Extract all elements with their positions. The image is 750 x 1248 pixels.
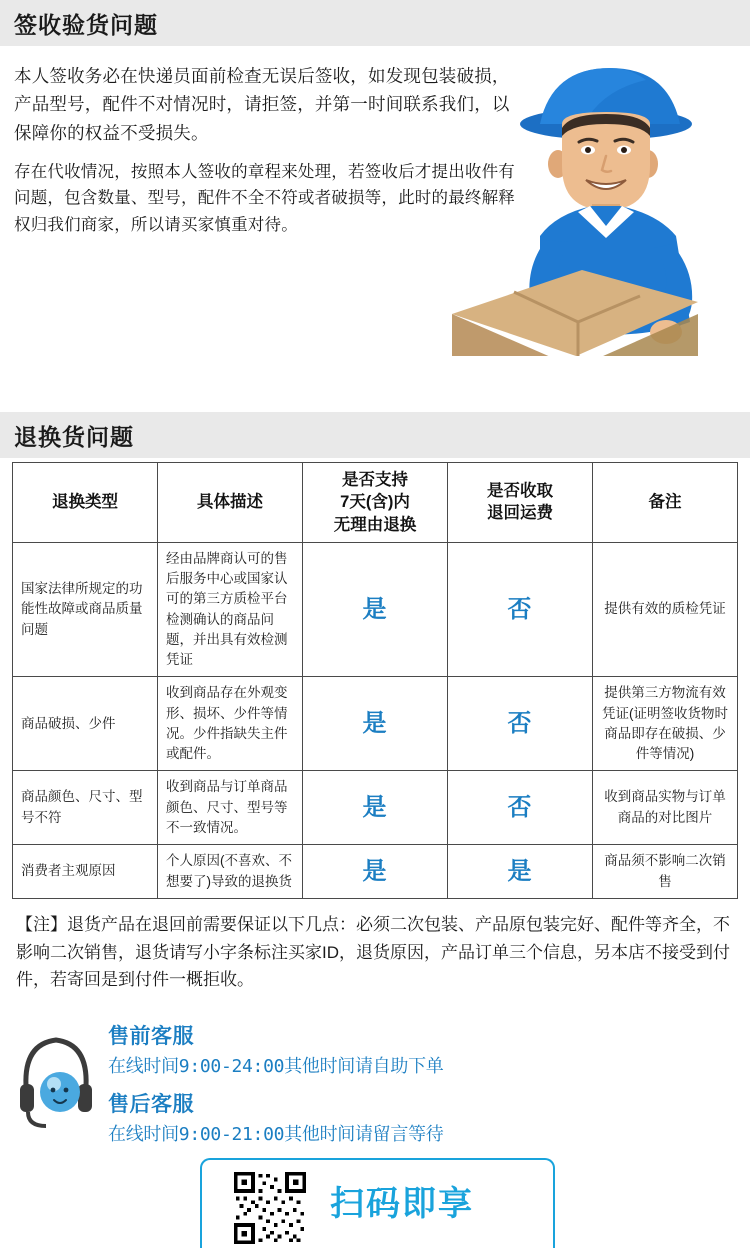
cell-no-reason-value: 是 (362, 709, 388, 737)
section-header-returns (0, 412, 750, 458)
cell-desc: 收到商品与订单商品颜色、尺寸、型号等不一致情况。 (158, 771, 303, 845)
cell-note: 收到商品实物与订单商品的对比图片 (593, 771, 738, 845)
headset-icon (16, 1028, 96, 1133)
cell-type: 国家法律所规定的功能性故障或商品质量问题 (13, 542, 158, 677)
cell-note: 商品须不影响二次销售 (593, 845, 738, 899)
qr-code-icon[interactable] (232, 1170, 308, 1246)
qr-block (0, 1158, 750, 1248)
cell-fee (448, 542, 593, 677)
returns-table-head (13, 463, 738, 543)
col-header-desc: 具体描述 (158, 463, 303, 543)
col-header-fee (448, 463, 593, 543)
aftersale-title: 售后客服 (108, 1092, 194, 1116)
customer-service-block (0, 1010, 750, 1150)
section-header-signing (0, 0, 750, 46)
cell-no-reason-value: 是 (362, 595, 388, 623)
qr-label: 扫码即享 (330, 1184, 474, 1223)
table-row (13, 677, 738, 771)
returns-table-body (13, 542, 738, 898)
cell-no-reason (303, 845, 448, 899)
col-header-fee-line2: 退回运费 (487, 504, 553, 523)
cell-fee (448, 677, 593, 771)
cell-note: 提供有效的质检凭证 (593, 542, 738, 677)
col-header-no-reason (303, 463, 448, 543)
signing-block (0, 46, 750, 356)
cell-no-reason (303, 771, 448, 845)
service-text (108, 1020, 443, 1156)
presale-hours: 在线时间9:00-24:00其他时间请自助下单 (108, 1055, 444, 1077)
cell-note: 提供第三方物流有效凭证(证明签收货物时商品即存在破损、少件等情况) (593, 677, 738, 771)
aftersale-hours: 在线时间9:00-21:00其他时间请留言等待 (108, 1123, 444, 1145)
cell-no-reason-value: 是 (362, 857, 388, 885)
cell-type: 商品颜色、尺寸、型号不符 (13, 771, 158, 845)
cell-fee (448, 845, 593, 899)
cell-fee-value: 否 (507, 793, 533, 821)
returns-table (12, 462, 738, 899)
col-header-no-reason-line2: 7天(含)内 (340, 493, 410, 512)
cell-type: 商品破损、少件 (13, 677, 158, 771)
cell-desc: 经由品牌商认可的售后服务中心或国家认可的第三方质检平台检测确认的商品问题，并出具有效检测凭证 (158, 542, 303, 677)
cell-fee-value: 否 (507, 595, 533, 623)
cell-no-reason (303, 677, 448, 771)
cell-no-reason (303, 542, 448, 677)
col-header-no-reason-line1: 是否支持 (342, 471, 408, 489)
col-header-note: 备注 (593, 463, 738, 543)
cell-fee-value: 否 (507, 709, 533, 737)
cell-fee-value: 是 (507, 857, 533, 885)
returns-note: 【注】退货产品在退回前需要保证以下几点：必须二次包装、产品原包装完好、配件等齐全，不影响二次销售，退货请写小字条标注买家ID，退货原因，产品订单三个信息，另本店不接受到付件，若寄回是到付件一概拒收。 (16, 915, 730, 990)
signing-paragraph-1: 本人签收务必在快递员面前检查无误后签收，如发现包装破损，产品型号，配件不对情况时，请拒签，并第一时间联系我们，以保障你的权益不受损失。 (14, 66, 510, 143)
col-header-no-reason-line3: 无理由退换 (333, 515, 417, 534)
col-header-fee-line1: 是否收取 (487, 482, 553, 501)
table-row (13, 845, 738, 899)
table-header-row (13, 463, 738, 543)
signing-paragraph-2: 存在代收情况，按照本人签收的章程来处理，若签收后才提出收件有问题，包含数量、型号，配件不全不符或者破损等，此时的最终解释权归我们商家，所以请买家慎重对待。 (14, 163, 515, 234)
cell-no-reason-value: 是 (362, 793, 388, 821)
cell-desc: 收到商品存在外观变形、损坏、少件等情况。少件指缺失主件或配件。 (158, 677, 303, 771)
presale-title: 售前客服 (108, 1024, 194, 1048)
cell-desc: 个人原因(不喜欢、不想要了)导致的退换货 (158, 845, 303, 899)
section-title-signing: 签收验货问题 (14, 11, 158, 38)
cell-fee (448, 771, 593, 845)
table-row (13, 542, 738, 677)
col-header-type: 退换类型 (13, 463, 158, 543)
section-title-returns: 退换货问题 (14, 423, 134, 450)
table-row (13, 771, 738, 845)
returns-table-wrap (0, 462, 750, 899)
cell-type: 消费者主观原因 (13, 845, 158, 899)
signing-text (0, 46, 540, 238)
